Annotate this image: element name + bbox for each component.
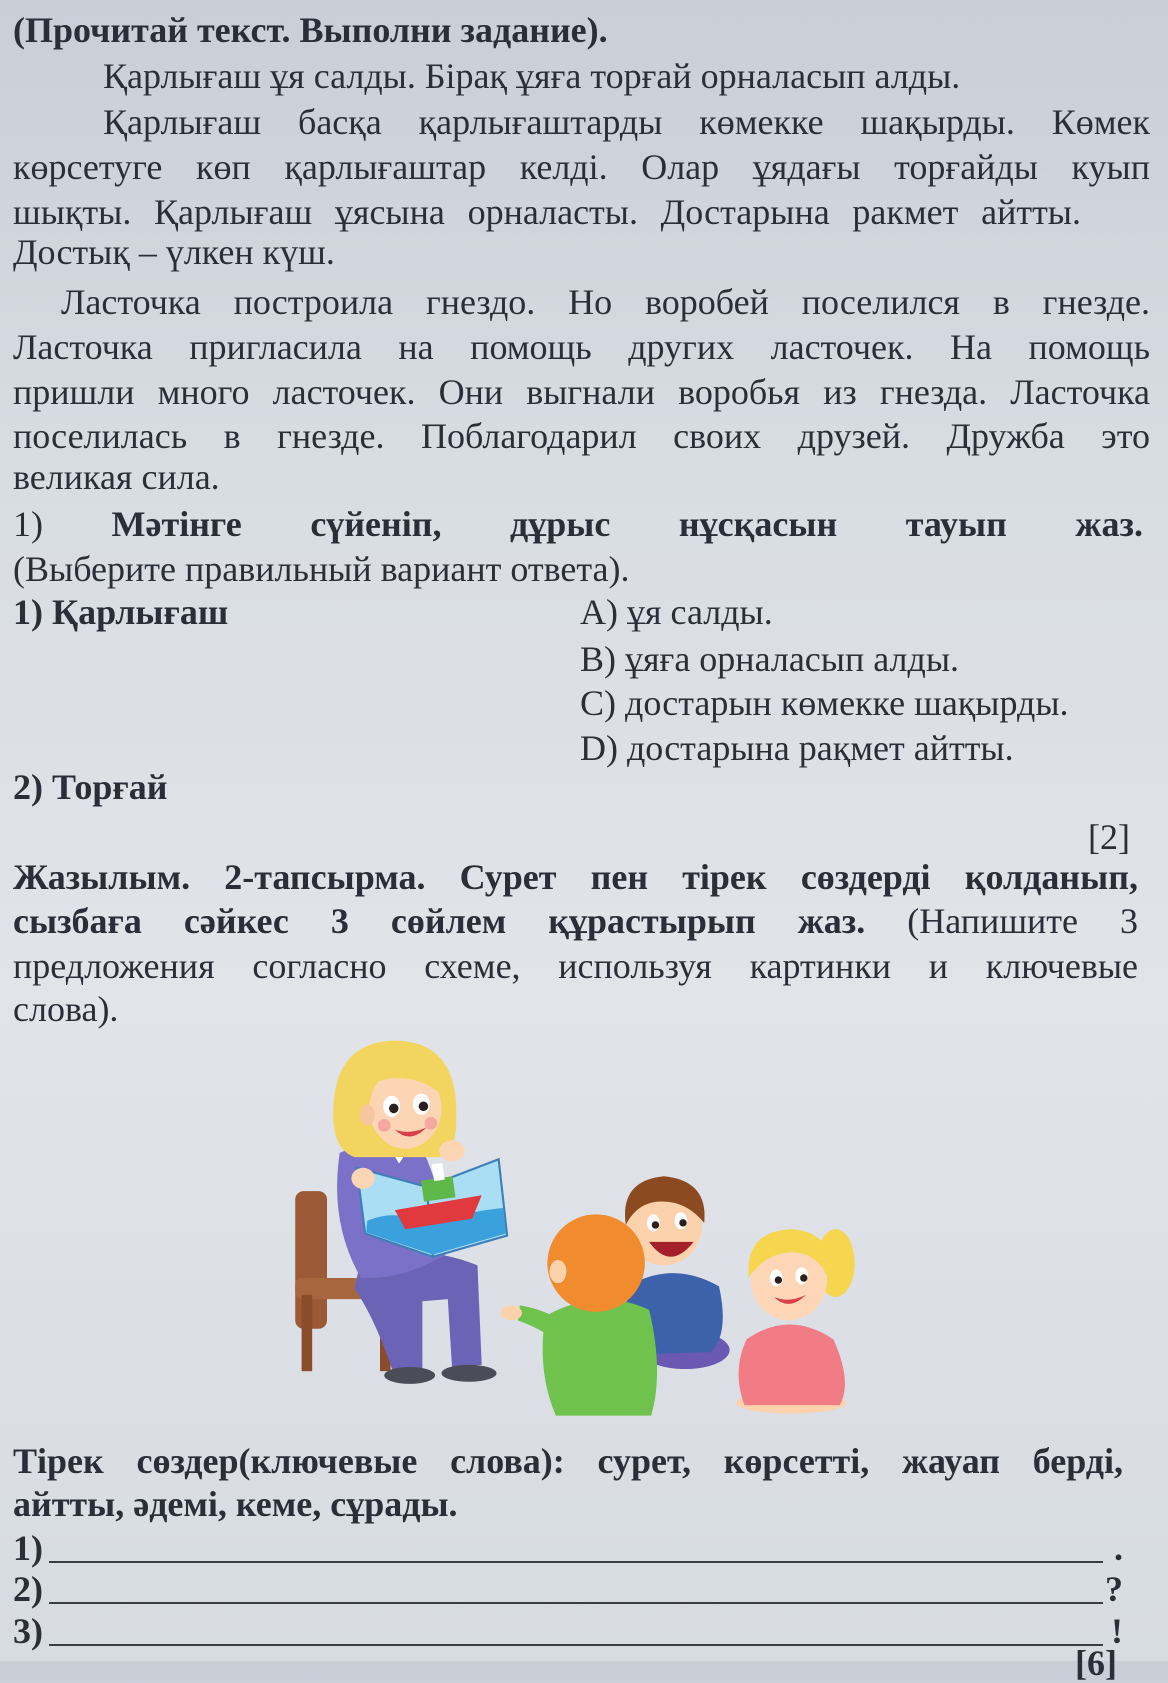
task2-title-line <box>13 899 1138 943</box>
task1-prompt-kz: Мәтінге сүйеніп, дұрыс нұсқасын тауып жаз. <box>111 504 1144 544</box>
answer-option-d: D) достарына рақмет айтты. <box>580 728 1014 768</box>
task1-score: [2] <box>1088 817 1130 857</box>
russian-text-line: Ласточка построила гнездо. Но воробей поселился в гнезде. <box>61 282 1150 322</box>
kazakh-text-line: шықты. Қарлығаш ұясына орналасты. Достарына ракмет айтты. <box>13 192 1081 232</box>
task2-title-bold: сызбаға сәйкес 3 сөйлем құрастырып жаз. <box>13 901 866 941</box>
kazakh-text-line: Достық – үлкен күш. <box>13 232 335 272</box>
russian-text-line: пришли много ласточек. Они выгнали воробья из гнезда. Ласточка <box>13 372 1150 412</box>
answer-line-punctuation: . <box>1114 1528 1123 1568</box>
task1-number: 1) <box>13 504 43 544</box>
task2-title-line: Жазылым. 2-тапсырма. Сурет пен тірек сөздерді қолданып, <box>13 857 1138 897</box>
instruction-heading: (Прочитай текст. Выполни задание). <box>13 10 608 50</box>
answer-line-number: 3) <box>13 1611 43 1651</box>
task1-item-2-label: 2) Торғай <box>13 767 168 807</box>
answer-line-number: 1) <box>13 1528 43 1568</box>
answer-blank <box>49 1526 1103 1563</box>
russian-text-line: Ласточка пригласила на помощь других ласточек. На помощь <box>13 327 1150 367</box>
child-boy-green-shirt <box>501 1214 657 1415</box>
task2-score-text: [6] <box>1075 1643 1117 1683</box>
answer-line-number: 2) <box>13 1569 43 1609</box>
answer-option-b: B) ұяға орналасып алды. <box>580 639 960 679</box>
task2-score <box>1075 1643 1135 1683</box>
child-girl-pink-dress <box>736 1229 855 1413</box>
answer-blank <box>49 1609 1103 1646</box>
task1-prompt <box>13 502 1143 546</box>
answer-line-3 <box>13 1609 1123 1653</box>
kazakh-text-line: Қарлығаш басқа қарлығаштарды көмекке шақырды. Көмек <box>103 102 1150 142</box>
answer-option-a: A) ұя салды. <box>580 592 773 632</box>
answer-line-2 <box>13 1567 1123 1611</box>
answer-line-punctuation: ! <box>1111 1611 1123 1651</box>
answer-option-c: C) достарын көмекке шақырды. <box>580 683 1069 723</box>
keywords-line: айтты, әдемі, кеме, сұрады. <box>13 1484 458 1524</box>
answer-line-1 <box>13 1526 1123 1570</box>
russian-text-line: великая сила. <box>13 457 220 497</box>
task2-ru-line: предложения согласно схеме, используя картинки и ключевые <box>13 946 1138 986</box>
task1-prompt-ru: (Выберите правильный вариант ответа). <box>13 549 630 589</box>
task1-item-1-label: 1) Қарлығаш <box>13 592 229 632</box>
kazakh-text-line: көрсетуге көп қарлығаштар келді. Олар ұядағы торғайды куып <box>13 147 1150 187</box>
task2-title-ru: (Напишите 3 <box>907 901 1139 941</box>
russian-text-line: поселилась в гнезде. Поблагодарил своих друзей. Дружба это <box>13 416 1150 456</box>
keywords-line: Тірек сөздер(ключевые слова): сурет, көрсетті, жауап берді, <box>13 1441 1123 1481</box>
teacher-reading-illustration <box>291 1032 879 1419</box>
answer-blank <box>49 1567 1103 1604</box>
answer-line-punctuation: ? <box>1105 1569 1123 1609</box>
kazakh-text-line: Қарлығаш ұя салды. Бірақ ұяға торғай орналасып алды. <box>103 56 961 96</box>
task2-ru-line: слова). <box>13 989 119 1029</box>
